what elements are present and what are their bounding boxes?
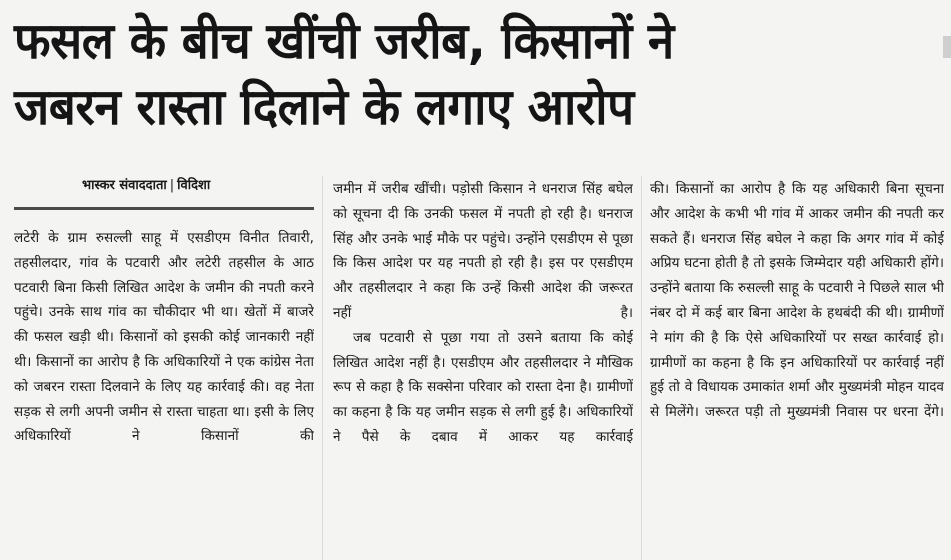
column-1-paragraph: लटेरी के ग्राम रुसल्ली साहू में एसडीएम विनीत तिवारी, तहसीलदार, गांव के पटवारी और लटेरी तहसील के आठ पटवारी बिना किसी लिखित आदेश के जमीन की नपती करने पहुंचे। उनके साथ गांव का चौकीदार भी था। खेतों में बाजरे की फसल खड़ी थी। किसानों को इसकी कोई जानकारी नहीं थी। किसानों का आरोप है कि अधिकारियों ने एक कांग्रेस नेता को जबरन रास्ता दिलवाने के लिए यह कार्रवाई की। वह नेता सड़क से लगी अपनी जमीन से रास्ता चाहता था। इसी के लिए अधिकारियों ने किसानों की (14, 230, 314, 445)
column-3-paragraph: की। किसानों का आरोप है कि यह अधिकारी बिना सूचना और आदेश के कभी भी गांव में आकर जमीन की नपती कर सकते हैं। धनराज सिंह बघेल ने कहा कि अगर गांव में कोई अप्रिय घटना होती है तो इसके जिम्मेदार यही अधिकारी होंगे। उन्होंने बताया कि रुसल्ली साहू के पटवारी ने पिछले साल भी नंबर दो में कई बार बिना आदेश के हथबंदी की थी। ग्रामीणों ने मांग की है कि ऐसे अधिकारियों पर सख्त कार्रवाई हो। ग्रामीणों का कहना है कि इन अधिकारियों पर कार्रवाई नहीं हुई तो वे विधायक उमाकांत शर्मा और मुख्यमंत्री मोहन यादव से मिलेंगे। जरूरत पड़ी तो मुख्यमंत्री निवास पर धरना देंगे। (650, 181, 944, 421)
headline-line-2: जबरन रास्ता दिलाने के लगाए आरोप (14, 78, 634, 136)
column-2-paragraph-1: जमीन में जरीब खींची। पड़ोसी किसान ने धनराज सिंह बघेल को सूचना दी कि उनकी फसल में नपती हो रही है। धनराज सिंह और उनके भाई मौके पर पहुंचे। उन्होंने एसडीएम से पूछा कि किस आदेश पर यह नपती हो रही है। इस पर एसडीएम और तहसीलदार ने कहा कि उन्हें किसी आदेश की जरूरत नहीं है। (333, 181, 633, 321)
headline-line-1: फसल के बीच खींची जरीब, किसानों ने (14, 12, 674, 70)
column-gutter-2 (641, 176, 642, 560)
headline (14, 8, 898, 140)
byline-rule (14, 207, 314, 210)
article-column-1 (14, 226, 314, 560)
byline (82, 175, 210, 193)
article-column-3 (650, 177, 944, 560)
column-gutter-1 (322, 176, 323, 560)
byline-place: विदिशा (177, 178, 211, 193)
column-2-paragraph-2: जब पटवारी से पूछा गया तो उसने बताया कि कोई लिखित आदेश नहीं है। एसडीएम और तहसीलदार ने मौखिक रूप से कहा है कि सक्सेना परिवार को रास्ता देना है। ग्रामीणों का कहना है कि यह जमीन सड़क से लगी हुई है। अधिकारियों ने पैसे के दबाव में आकर यह कार्रवाई (333, 329, 633, 445)
page-edge-mark (943, 36, 951, 58)
article-column-2 (333, 177, 633, 560)
byline-separator: | (169, 178, 175, 193)
byline-reporter: भास्कर संवाददाता (82, 178, 167, 193)
